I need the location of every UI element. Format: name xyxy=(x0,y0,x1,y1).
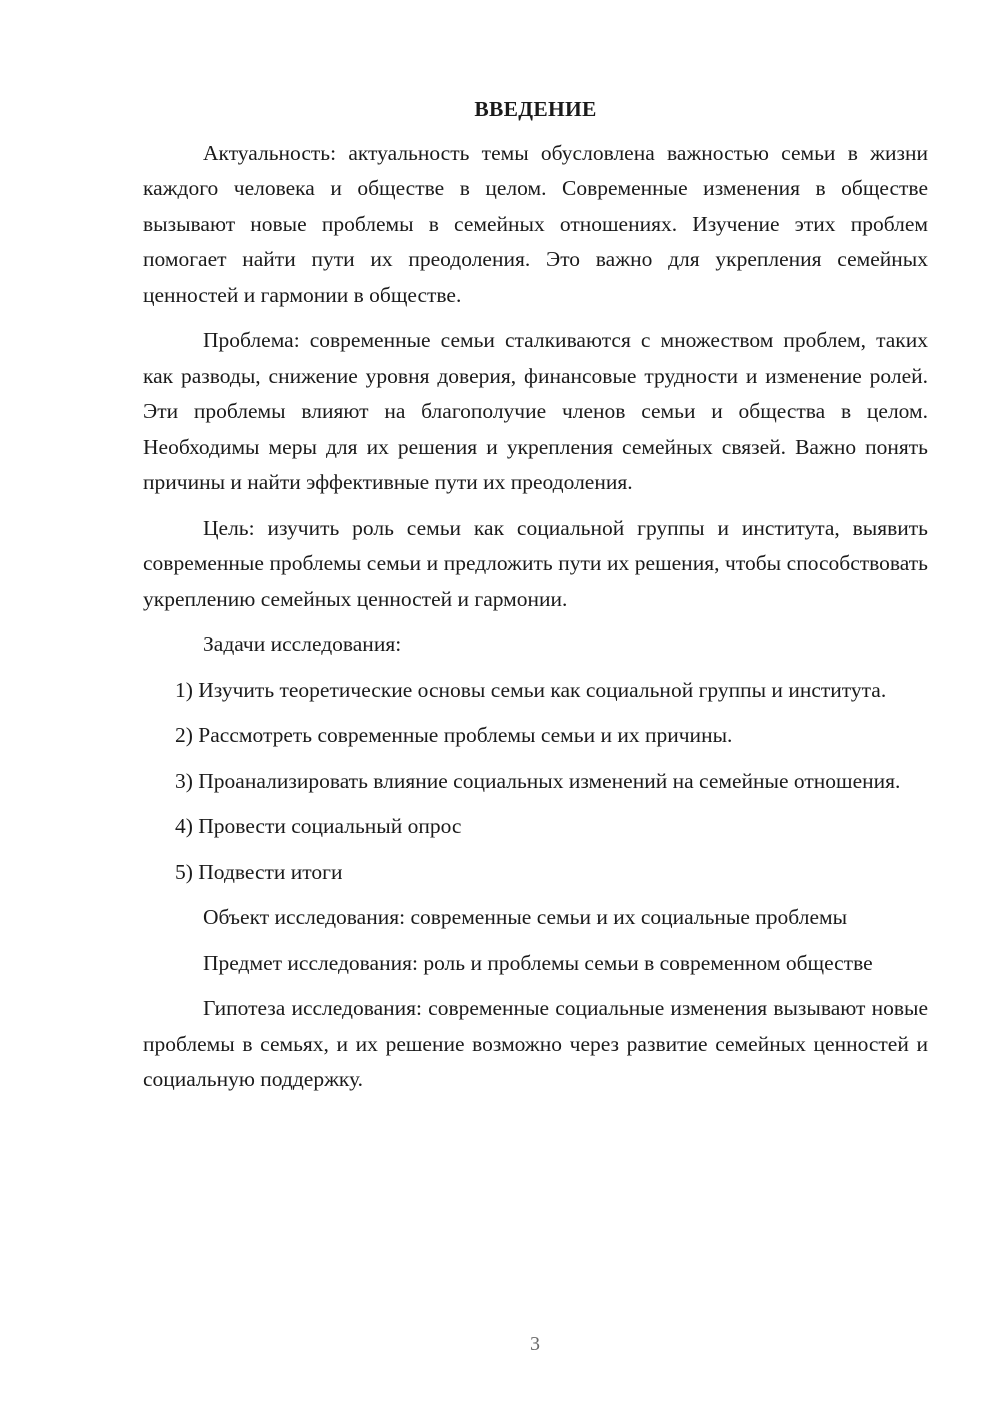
task-item: 1) Изучить теоретические основы семьи как социальной группы и института. xyxy=(175,677,887,702)
task-item: 4) Провести социальный опрос xyxy=(175,814,462,838)
task-item: 3) Проанализировать влияние социальных изменений на семейные отношения. xyxy=(175,768,901,793)
task-item: 5) Подвести итоги xyxy=(175,859,343,884)
relevance-paragraph: Актуальность: актуальность темы обусловлена важностью семьи в жизни каждого человека и обществе в целом. Современные изменения в обществе вызывают новые проблемы в семейных отношениях. Изучение этих проблем помогает найти пути их преодоления. Это важно для укрепления семейных ценностей и гармонии в обществе. xyxy=(143,140,928,307)
goal-paragraph: Цель: изучить роль семьи как социальной группы и института, выявить современные проблемы семьи и предложить пути их решения, чтобы способствовать укреплению семейных ценностей и гармонии. xyxy=(143,515,928,611)
tasks-heading: Задачи исследования: xyxy=(203,632,402,656)
hypothesis-paragraph: Гипотеза исследования: современные социальные изменения вызывают новые проблемы в семьях, и их решение возможно через развитие семейных ценностей и социальную поддержку. xyxy=(143,996,928,1091)
document-page xyxy=(143,92,928,1108)
task-item: 2) Рассмотреть современные проблемы семьи и их причины. xyxy=(175,723,733,747)
page-number: 3 xyxy=(530,1333,540,1355)
problem-paragraph: Проблема: современные семьи сталкиваются с множеством проблем, таких как разводы, снижение уровня доверия, финансовые трудности и изменение ролей. Эти проблемы влияют на благополучие членов семьи и общества в целом. Необходимы меры для их решения и укрепления семейных связей. Важно понять причины и найти эффективные пути их преодоления. xyxy=(143,328,928,494)
object-paragraph: Объект исследования: современные семьи и их социальные проблемы xyxy=(203,905,848,929)
subject-paragraph: Предмет исследования: роль и проблемы семьи в современном обществе xyxy=(203,950,873,975)
section-title: ВВЕДЕНИЕ xyxy=(474,97,597,121)
